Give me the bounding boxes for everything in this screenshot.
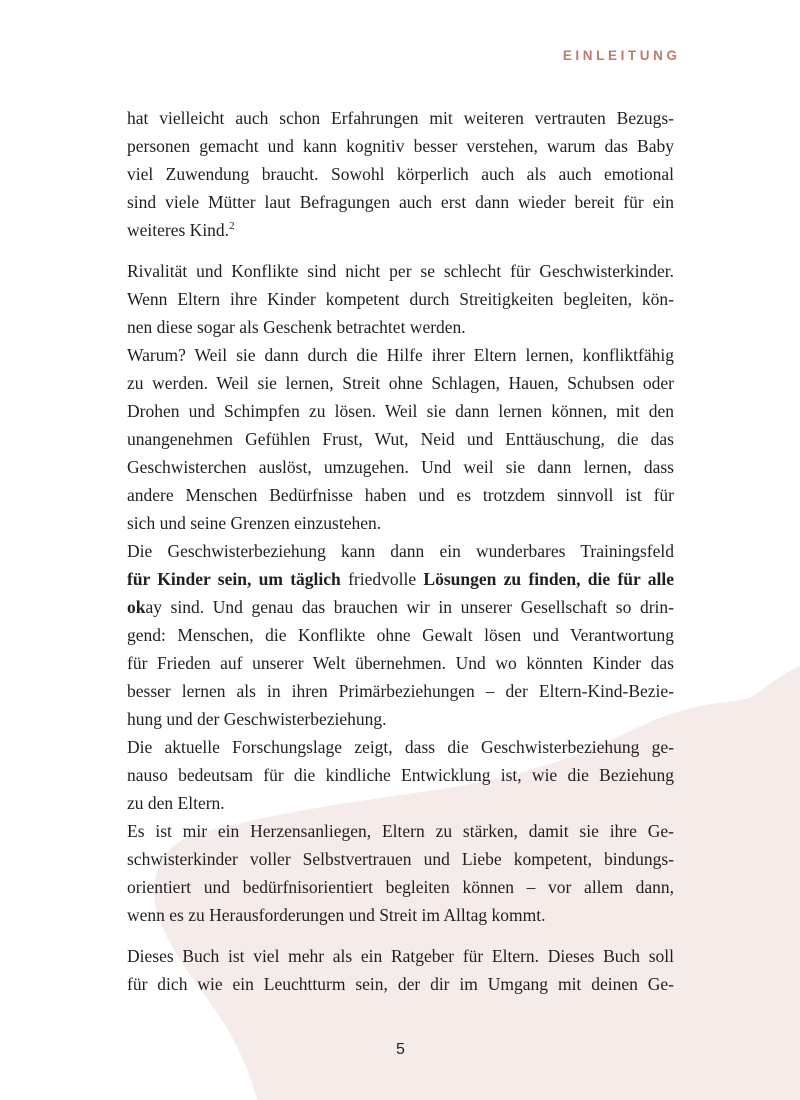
text-line — [127, 761, 674, 789]
paragraph — [127, 257, 674, 341]
paragraph — [127, 942, 674, 998]
text-segment: viel Zuwendung braucht. Sowohl körperlich auch als auch emotional — [127, 164, 674, 184]
paragraph — [127, 817, 674, 929]
text-line — [127, 593, 674, 621]
text-segment: andere Menschen Bedürfnisse haben und es trotzdem sinnvoll ist für — [127, 485, 674, 505]
paragraph — [127, 537, 674, 733]
text-line — [127, 901, 674, 929]
bold-text-segment: ok — [127, 597, 146, 617]
text-segment: Warum? Weil sie dann durch die Hilfe ihrer Eltern lernen, konfliktfähig — [127, 345, 674, 365]
text-segment: Rivalität und Konflikte sind nicht per se schlecht für Geschwisterkinder. — [127, 261, 674, 281]
paragraph — [127, 341, 674, 537]
text-segment: sind viele Mütter laut Befragungen auch erst dann wieder bereit für ein — [127, 192, 674, 212]
text-line — [127, 537, 674, 565]
text-line — [127, 970, 674, 998]
text-line — [127, 705, 674, 733]
text-line — [127, 257, 674, 285]
text-line — [127, 188, 674, 216]
text-line — [127, 649, 674, 677]
text-line — [127, 285, 674, 313]
paragraph — [127, 733, 674, 817]
text-line — [127, 341, 674, 369]
body-text — [127, 104, 674, 998]
text-segment: für Frieden auf unserer Welt übernehmen. Und wo könnten Kinder das — [127, 653, 674, 673]
text-segment: zu den Eltern. — [127, 793, 225, 813]
text-segment: hat vielleicht auch schon Erfahrungen mit weiteren vertrauten Bezugs- — [127, 108, 674, 128]
text-line — [127, 845, 674, 873]
text-segment: zu werden. Weil sie lernen, Streit ohne Schlagen, Hauen, Schubsen oder — [127, 373, 674, 393]
bold-text-segment: Lösungen zu finden, die für alle — [423, 569, 674, 589]
text-segment: Geschwisterchen auslöst, umzugehen. Und weil sie dann lernen, dass — [127, 457, 674, 477]
text-line — [127, 425, 674, 453]
text-line — [127, 481, 674, 509]
text-segment: ay sind. Und genau das brauchen wir in unserer Gesellschaft so drin- — [145, 597, 674, 617]
text-line — [127, 817, 674, 845]
footnote-marker: 2 — [229, 220, 235, 233]
text-segment: für dich wie ein Leuchtturm sein, der dir im Umgang mit deinen Ge- — [127, 974, 674, 994]
text-segment: Wenn Eltern ihre Kinder kompetent durch Streitigkeiten begleiten, kön- — [127, 289, 674, 309]
text-line — [127, 677, 674, 705]
page-number: 5 — [396, 1041, 405, 1058]
text-segment: unangenehmen Gefühlen Frust, Wut, Neid und Enttäuschung, die das — [127, 429, 674, 449]
text-line — [127, 369, 674, 397]
text-segment: gend: Menschen, die Konflikte ohne Gewalt lösen und Verantwortung — [127, 625, 674, 645]
text-segment: schwisterkinder voller Selbstvertrauen und Liebe kompetent, bindungs- — [127, 849, 674, 869]
text-line — [127, 621, 674, 649]
paragraph — [127, 104, 674, 244]
text-segment: Drohen und Schimpfen zu lösen. Weil sie dann lernen können, mit den — [127, 401, 674, 421]
text-line — [127, 104, 674, 132]
text-segment: orientiert und bedürfnisorientiert begleiten können – vor allem dann, — [127, 877, 674, 897]
text-segment: sich und seine Grenzen einzustehen. — [127, 513, 382, 533]
text-line — [127, 733, 674, 761]
text-line — [127, 160, 674, 188]
text-segment: weiteres Kind. — [127, 220, 230, 240]
text-line — [127, 313, 674, 341]
text-line — [127, 509, 674, 537]
text-segment: wenn es zu Herausforderungen und Streit im Alltag kommt. — [127, 905, 546, 925]
bold-text-segment: für Kinder sein, um täglich — [127, 569, 341, 589]
text-line — [127, 789, 674, 817]
text-segment: Die aktuelle Forschungslage zeigt, dass die Geschwisterbeziehung ge- — [127, 737, 674, 757]
chapter-header: EINLEITUNG — [562, 48, 681, 63]
text-segment: personen gemacht und kann kognitiv besser verstehen, warum das Baby — [127, 136, 674, 156]
text-line — [127, 565, 674, 593]
text-segment: Dieses Buch ist viel mehr als ein Ratgeber für Eltern. Dieses Buch soll — [127, 946, 674, 966]
text-segment: nauso bedeutsam für die kindliche Entwicklung ist, wie die Beziehung — [127, 765, 674, 785]
text-line — [127, 942, 674, 970]
text-segment: hung und der Geschwisterbeziehung. — [127, 709, 387, 729]
text-segment: besser lernen als in ihren Primärbeziehungen – der Eltern-Kind-Bezie- — [127, 681, 674, 701]
text-line — [127, 873, 674, 901]
text-segment: Es ist mir ein Herzensanliegen, Eltern zu stärken, damit sie ihre Ge- — [127, 821, 674, 841]
text-segment: Die Geschwisterbeziehung kann dann ein wunderbares Trainingsfeld — [127, 541, 674, 561]
text-line — [127, 397, 674, 425]
text-segment: friedvolle — [340, 569, 424, 589]
text-segment: nen diese sogar als Geschenk betrachtet werden. — [127, 317, 466, 337]
text-line — [127, 216, 674, 244]
text-line — [127, 453, 674, 481]
text-line — [127, 132, 674, 160]
